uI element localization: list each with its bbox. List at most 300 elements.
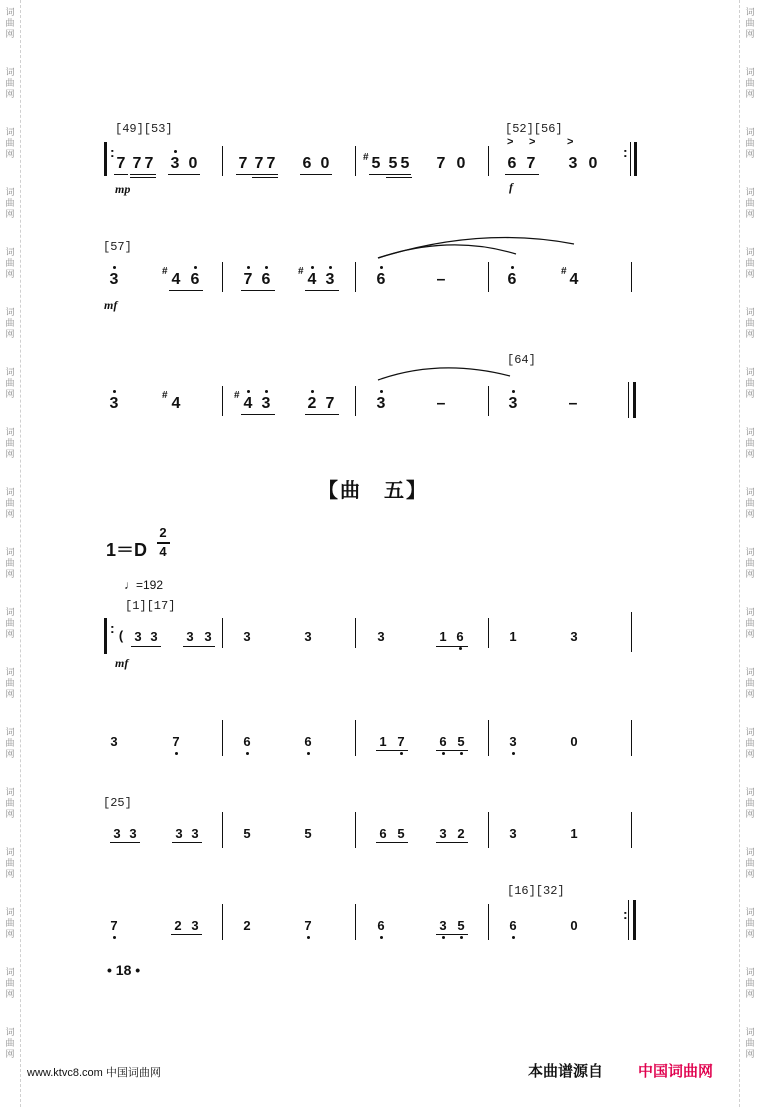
watermark-glyph: 词 <box>745 908 755 918</box>
watermark-glyph: 词 <box>745 428 755 438</box>
accent-mark: > <box>567 136 574 148</box>
watermark-glyph: 词 <box>5 848 15 858</box>
watermark-glyph: 网 <box>5 90 15 100</box>
watermark-glyph: 词 <box>745 728 755 738</box>
accent-mark: > <box>529 136 536 148</box>
note: 3 <box>259 396 273 412</box>
beam <box>172 842 202 843</box>
note: 3 <box>377 629 385 644</box>
watermark-glyph-column <box>0 548 20 581</box>
watermark-glyph: 网 <box>5 630 15 640</box>
watermark-glyph: 曲 <box>5 859 15 869</box>
note: 3 <box>439 826 447 841</box>
repeat-barline-start <box>104 618 107 654</box>
watermark-glyph: 曲 <box>745 679 755 689</box>
beam <box>241 290 275 291</box>
watermark-glyph: 词 <box>745 308 755 318</box>
note: 2 <box>305 396 319 412</box>
watermark-glyph: 词 <box>745 668 755 678</box>
watermark-glyph: 词 <box>745 188 755 198</box>
rehearsal-mark: [25] <box>103 796 132 810</box>
watermark-glyph: 网 <box>5 1050 15 1060</box>
beam <box>171 934 202 935</box>
note: 3 <box>304 629 312 644</box>
watermark-glyph-column <box>740 908 760 941</box>
barline <box>355 812 356 848</box>
rehearsal-mark: [52][56] <box>505 122 563 136</box>
watermark-glyph: 曲 <box>5 19 15 29</box>
dash: – <box>436 271 446 288</box>
watermark-glyph: 曲 <box>5 559 15 569</box>
note: 4 <box>171 271 181 288</box>
watermark-glyph-column <box>740 728 760 761</box>
watermark-glyph-column <box>0 968 20 1001</box>
watermark-glyph: 词 <box>745 608 755 618</box>
note: 6 <box>506 918 520 934</box>
time-signature-denominator: 4 <box>159 544 167 559</box>
watermark-glyph: 网 <box>745 1050 755 1060</box>
note: 1 <box>570 826 578 841</box>
footer-source-label: 本曲谱源自 <box>528 1063 604 1080</box>
beam <box>110 842 140 843</box>
watermark-glyph: 曲 <box>5 199 15 209</box>
watermark-glyph: 词 <box>745 488 755 498</box>
watermark-glyph: 曲 <box>745 19 755 29</box>
section-title: 【曲 五】 <box>318 478 428 502</box>
watermark-glyph-column <box>740 608 760 641</box>
watermark-glyph: 网 <box>5 990 15 1000</box>
beam <box>376 750 408 751</box>
watermark-glyph: 曲 <box>745 259 755 269</box>
note: 7 <box>241 272 255 288</box>
sharp-sign: # <box>298 266 304 277</box>
watermark-glyph-column <box>0 848 20 881</box>
beam <box>369 174 411 175</box>
watermark-glyph: 曲 <box>745 79 755 89</box>
watermark-glyph: 网 <box>5 510 15 520</box>
watermark-glyph: 网 <box>745 330 755 340</box>
note: 7 <box>526 155 536 172</box>
note: 7 <box>301 918 315 934</box>
barline <box>488 618 489 648</box>
watermark-glyph: 网 <box>5 750 15 760</box>
barline <box>628 382 629 418</box>
beam <box>130 174 156 175</box>
note: 3 <box>129 826 137 841</box>
time-signature-numerator: 2 <box>159 525 167 540</box>
barline <box>631 720 632 756</box>
watermark-glyph-column <box>0 1028 20 1061</box>
note: 0 <box>456 155 466 172</box>
repeat-barline-start <box>104 142 107 176</box>
beam <box>305 414 339 415</box>
note: 7 <box>325 395 335 412</box>
note: 7 <box>107 918 121 934</box>
watermark-glyph: 曲 <box>745 979 755 989</box>
rehearsal-mark: [57] <box>103 240 132 254</box>
barline <box>222 904 223 940</box>
barline <box>222 146 223 176</box>
note: 3 <box>113 826 121 841</box>
footer-brand[interactable]: 中国词曲网 <box>638 1063 714 1080</box>
beam <box>436 750 468 751</box>
note: 7 <box>169 734 183 750</box>
sharp-sign: # <box>363 152 369 163</box>
note: 3 <box>150 629 158 644</box>
beam <box>241 414 275 415</box>
beam <box>169 290 203 291</box>
note: 6 <box>240 734 254 750</box>
note: 6 <box>301 734 315 750</box>
watermark-glyph: 词 <box>5 788 15 798</box>
watermark-glyph: 曲 <box>745 199 755 209</box>
note: 3 <box>191 826 199 841</box>
barline <box>488 720 489 756</box>
note: 6 <box>436 734 450 750</box>
watermark-glyph: 网 <box>745 30 755 40</box>
note: 6 <box>453 629 467 645</box>
note: 7 <box>238 155 248 172</box>
beam <box>131 646 161 647</box>
watermark-glyph: 词 <box>745 848 755 858</box>
watermark-glyph: 曲 <box>745 739 755 749</box>
note: 4 <box>305 272 319 288</box>
watermark-glyph-column <box>0 728 20 761</box>
dynamic-marking: mf <box>104 298 118 312</box>
watermark-glyph: 曲 <box>5 79 15 89</box>
watermark-glyph: 曲 <box>5 259 15 269</box>
note: 2 <box>457 826 465 841</box>
beam <box>505 174 539 175</box>
watermark-glyph-column <box>740 488 760 521</box>
beam <box>236 174 278 175</box>
watermark-glyph: 词 <box>5 1028 15 1038</box>
beam <box>436 934 468 935</box>
watermark-glyph: 词 <box>5 68 15 78</box>
beam <box>168 174 200 175</box>
note: 3 <box>436 918 450 934</box>
barline <box>222 386 223 416</box>
note: 6 <box>379 826 387 841</box>
watermark-glyph: 曲 <box>5 499 15 509</box>
watermark-glyph: 曲 <box>745 619 755 629</box>
barline <box>222 720 223 756</box>
beam <box>436 646 468 647</box>
page-number: • 18 • <box>107 962 141 978</box>
note: 3 <box>191 918 199 933</box>
watermark-glyph: 词 <box>5 908 15 918</box>
watermark-glyph: 网 <box>5 570 15 580</box>
beam <box>130 177 156 178</box>
watermark-glyph: 词 <box>745 1028 755 1038</box>
watermark-glyph: 词 <box>745 68 755 78</box>
dynamic-marking: f <box>509 180 513 194</box>
beam <box>305 290 339 291</box>
note: 6 <box>507 155 517 172</box>
watermark-glyph: 曲 <box>745 439 755 449</box>
watermark-glyph-column <box>740 248 760 281</box>
watermark-glyph: 词 <box>5 308 15 318</box>
watermark-glyph: 曲 <box>745 319 755 329</box>
rehearsal-mark: [16][32] <box>507 884 565 898</box>
beam <box>252 177 278 178</box>
note: 5 <box>304 826 312 841</box>
barline <box>355 904 356 940</box>
note: 6 <box>302 155 312 172</box>
watermark-glyph: 词 <box>5 668 15 678</box>
note: 7 <box>132 155 142 172</box>
watermark-glyph: 网 <box>5 870 15 880</box>
note: 6 <box>374 272 388 288</box>
watermark-glyph: 网 <box>745 150 755 160</box>
note: 5 <box>400 155 410 172</box>
watermark-glyph: 曲 <box>5 379 15 389</box>
sharp-sign: # <box>561 266 567 277</box>
note: 3 <box>509 826 517 841</box>
watermark-glyph: 词 <box>5 188 15 198</box>
final-barline <box>633 382 636 418</box>
watermark-glyph: 词 <box>5 548 15 558</box>
note: 3 <box>168 156 182 172</box>
barline <box>488 904 489 940</box>
repeat-dots: : <box>623 144 628 160</box>
barline <box>488 812 489 848</box>
watermark-glyph: 曲 <box>745 559 755 569</box>
watermark-glyph: 曲 <box>745 859 755 869</box>
barline <box>630 142 631 176</box>
watermark-glyph-column <box>740 8 760 41</box>
note: 6 <box>259 272 273 288</box>
watermark-glyph: 曲 <box>745 379 755 389</box>
note: 7 <box>144 155 154 172</box>
note: 5 <box>397 826 405 841</box>
note: 6 <box>188 272 202 288</box>
dash: – <box>568 395 578 412</box>
note: 0 <box>588 155 598 172</box>
barline <box>628 900 629 940</box>
watermark-glyph: 曲 <box>5 1039 15 1049</box>
watermark-glyph: 网 <box>5 930 15 940</box>
watermark-glyph-column <box>0 368 20 401</box>
note: 2 <box>243 918 251 933</box>
watermark-glyph: 词 <box>745 248 755 258</box>
note: 7 <box>266 155 276 172</box>
watermark-glyph: 词 <box>5 968 15 978</box>
watermark-glyph-column <box>740 848 760 881</box>
watermark-glyph: 网 <box>745 870 755 880</box>
watermark-glyph-column <box>0 668 20 701</box>
beam <box>114 174 128 175</box>
watermark-glyph-column <box>740 668 760 701</box>
note: 3 <box>506 396 520 412</box>
watermark-glyph: 曲 <box>745 139 755 149</box>
watermark-glyph-column <box>740 308 760 341</box>
rehearsal-mark: [1][17] <box>125 599 176 613</box>
note: 7 <box>254 155 264 172</box>
watermark-glyph: 词 <box>745 968 755 978</box>
note: 4 <box>171 395 181 412</box>
watermark-glyph: 网 <box>745 990 755 1000</box>
watermark-glyph: 网 <box>5 30 15 40</box>
watermark-glyph-column <box>0 248 20 281</box>
watermark-glyph: 网 <box>745 630 755 640</box>
barline <box>355 386 356 416</box>
watermark-glyph-column <box>740 368 760 401</box>
note: 5 <box>454 918 468 934</box>
barline <box>355 720 356 756</box>
barline <box>488 386 489 416</box>
note: 5 <box>388 155 398 172</box>
note: 3 <box>568 155 578 172</box>
rehearsal-mark: [49][53] <box>115 122 173 136</box>
note: 1 <box>509 629 517 644</box>
paren: ( <box>118 628 124 643</box>
watermark-glyph: 网 <box>5 810 15 820</box>
repeat-barline-end <box>633 900 636 940</box>
watermark-glyph: 词 <box>745 548 755 558</box>
dynamic-marking: mf <box>115 656 129 670</box>
watermark-glyph: 词 <box>5 248 15 258</box>
watermark-glyph: 网 <box>5 690 15 700</box>
watermark-glyph: 网 <box>5 390 15 400</box>
note: 3 <box>107 396 121 412</box>
note: 6 <box>505 272 519 288</box>
note: 1 <box>379 734 387 749</box>
watermark-glyph-column <box>740 968 760 1001</box>
watermark-glyph: 词 <box>5 608 15 618</box>
watermark-glyph-column <box>0 8 20 41</box>
beam <box>300 174 332 175</box>
watermark-glyph-column <box>740 788 760 821</box>
watermark-glyph-column <box>740 68 760 101</box>
note: 2 <box>174 918 182 933</box>
watermark-glyph-column <box>0 788 20 821</box>
slur <box>370 362 520 382</box>
watermark-glyph: 曲 <box>5 799 15 809</box>
watermark-glyph: 曲 <box>745 799 755 809</box>
watermark-glyph-column <box>0 608 20 641</box>
barline <box>222 618 223 648</box>
repeat-dots: : <box>110 144 115 160</box>
tempo-marking: ♩=192 <box>124 578 164 592</box>
accent-mark: > <box>507 136 514 148</box>
barline <box>355 618 356 648</box>
watermark-glyph: 网 <box>745 90 755 100</box>
barline <box>222 812 223 848</box>
note: 0 <box>320 155 330 172</box>
watermark-glyph: 网 <box>5 150 15 160</box>
sharp-sign: # <box>162 390 168 401</box>
key-signature: 1＝D <box>106 540 148 560</box>
watermark-glyph: 词 <box>5 728 15 738</box>
watermark-glyph-column <box>740 1028 760 1061</box>
note: 3 <box>204 629 212 644</box>
watermark-glyph: 曲 <box>5 139 15 149</box>
watermark-glyph-column <box>740 128 760 161</box>
repeat-barline-end <box>634 142 637 176</box>
note: 3 <box>134 629 142 644</box>
dash: – <box>436 395 446 412</box>
beam <box>436 842 468 843</box>
note: 7 <box>394 734 408 750</box>
sharp-sign: # <box>234 390 240 401</box>
note: 4 <box>569 271 579 288</box>
note: 3 <box>506 734 520 750</box>
barline <box>222 262 223 292</box>
watermark-glyph: 曲 <box>5 439 15 449</box>
watermark-glyph: 网 <box>745 510 755 520</box>
watermark-glyph-column <box>740 548 760 581</box>
sharp-sign: # <box>162 266 168 277</box>
watermark-glyph: 网 <box>745 450 755 460</box>
note: 5 <box>243 826 251 841</box>
watermark-glyph: 曲 <box>5 319 15 329</box>
watermark-glyph-column <box>0 908 20 941</box>
note: 3 <box>110 734 118 749</box>
slur <box>370 232 580 260</box>
watermark-glyph: 曲 <box>745 919 755 929</box>
barline <box>631 812 632 848</box>
watermark-glyph: 词 <box>745 8 755 18</box>
watermark-glyph-column <box>0 188 20 221</box>
watermark-glyph: 网 <box>745 210 755 220</box>
watermark-glyph: 网 <box>5 210 15 220</box>
watermark-glyph: 词 <box>745 788 755 798</box>
watermark-glyph: 曲 <box>5 919 15 929</box>
watermark-glyph: 网 <box>5 450 15 460</box>
note: 4 <box>241 396 255 412</box>
watermark-glyph: 曲 <box>5 739 15 749</box>
note: 7 <box>436 155 446 172</box>
watermark-glyph: 曲 <box>745 1039 755 1049</box>
note: 3 <box>570 629 578 644</box>
note: 5 <box>371 155 381 172</box>
repeat-dots: : <box>110 620 115 636</box>
note: 5 <box>454 734 468 750</box>
beam <box>376 842 408 843</box>
barline <box>355 146 356 176</box>
note: 3 <box>374 396 388 412</box>
watermark-glyph-column <box>740 188 760 221</box>
watermark-glyph-column <box>0 68 20 101</box>
watermark-glyph-column <box>0 128 20 161</box>
watermark-glyph: 词 <box>5 8 15 18</box>
note: 3 <box>186 629 194 644</box>
rehearsal-mark: [64] <box>507 353 536 367</box>
note: 6 <box>374 918 388 934</box>
watermark-glyph: 词 <box>5 428 15 438</box>
watermark-glyph: 曲 <box>745 499 755 509</box>
barline <box>631 262 632 292</box>
note: 7 <box>116 155 126 172</box>
watermark-glyph: 网 <box>745 810 755 820</box>
beam <box>183 646 215 647</box>
watermark-glyph: 词 <box>745 128 755 138</box>
barline <box>488 262 489 292</box>
note: 0 <box>188 155 198 172</box>
footer-url[interactable]: www.ktvc8.com 中国词曲网 <box>27 1067 161 1079</box>
note: 3 <box>175 826 183 841</box>
note: 1 <box>439 629 447 644</box>
barline <box>355 262 356 292</box>
dynamic-marking: mp <box>115 182 131 196</box>
note: 3 <box>107 272 121 288</box>
watermark-glyph: 网 <box>745 750 755 760</box>
watermark-glyph: 网 <box>745 690 755 700</box>
barline <box>488 146 489 176</box>
watermark-glyph: 曲 <box>5 619 15 629</box>
watermark-glyph-column <box>0 308 20 341</box>
